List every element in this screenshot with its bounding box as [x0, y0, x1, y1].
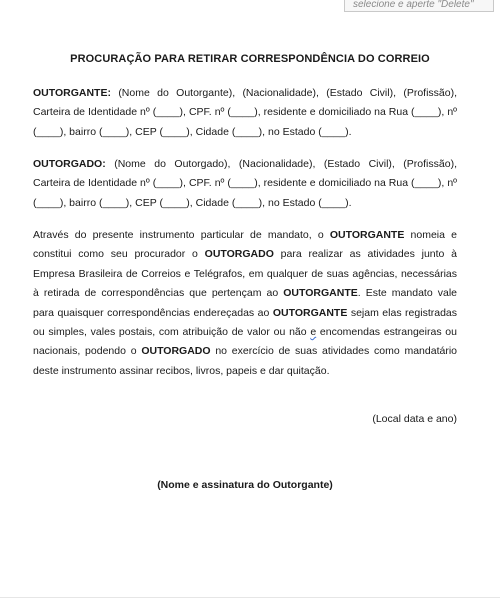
mandate-text-6: encomendas estrangeiras ou nacionais, podendo o [33, 326, 457, 358]
outorgado-label: OUTORGADO: [33, 158, 106, 170]
mandate-outorgado-2: OUTORGADO [141, 345, 211, 358]
mandate-text-2: nomeia e constitui como seu procurador o [33, 229, 457, 261]
mandate-outorgante-1: OUTORGANTE [329, 229, 405, 241]
signature-line: (Nome e assinatura do Outorgante) [157, 479, 333, 491]
outorgado-paragraph [33, 155, 457, 213]
place-date: (Local data e ano) [372, 413, 457, 425]
mandate-text-1: Através do presente instrumento particular de mandato, o [33, 229, 330, 241]
document-title: PROCURAÇÃO PARA RETIRAR CORRESPONDÊNCIA DO CORREIO [70, 53, 430, 65]
mandate-outorgado-1: OUTORGADO [204, 248, 274, 261]
outorgante-label: OUTORGANTE: [33, 87, 111, 99]
delete-hint-box[interactable] [344, 0, 494, 12]
mandate-text-3: para realizar as atividades junto à Empresa Brasileira de Correios e Telégrafos, em qualquer de suas agências, necessárias à retirada de correspondências que pertençam ao [33, 248, 457, 300]
mandate-text-4: . Este mandato vale para quaisquer correspondências endereçadas ao [33, 287, 457, 319]
mandate-paragraph [33, 226, 457, 381]
outorgado-details: (Nome do Outorgado), (Nacionalidade), (Estado Civil), (Profissão), Carteira de Identidade nº (____), CPF. nº (____), residente e domiciliado na Rua (____), nº (____), bairro (____), CEP (____), Cidade (____), no Estado (____). [33, 158, 457, 209]
spellcheck-marked-word[interactable]: e [310, 326, 317, 339]
page-bottom-divider [0, 597, 500, 598]
delete-hint-text: selecione e aperte "Delete" [353, 0, 474, 10]
mandate-text-5: sejam elas registradas ou simples, vales postais, com atribuição de valor ou não [33, 306, 457, 339]
outorgante-details: (Nome do Outorgante), (Nacionalidade), (Estado Civil), (Profissão), Carteira de Identidade nº (____), CPF. nº (____), residente e domiciliado na Rua (____), nº (____), bairro (____), CEP (____), Cidade (____), no Estado (____). [33, 87, 457, 138]
mandate-outorgante-3: OUTORGANTE [272, 306, 348, 319]
outorgante-paragraph [33, 84, 457, 142]
mandate-text-7: no exercício de suas atividades como mandatário deste instrumento assinar recibos, livros, papeis e dar quitação. [33, 345, 458, 377]
mandate-outorgante-2: OUTORGANTE [283, 287, 358, 300]
